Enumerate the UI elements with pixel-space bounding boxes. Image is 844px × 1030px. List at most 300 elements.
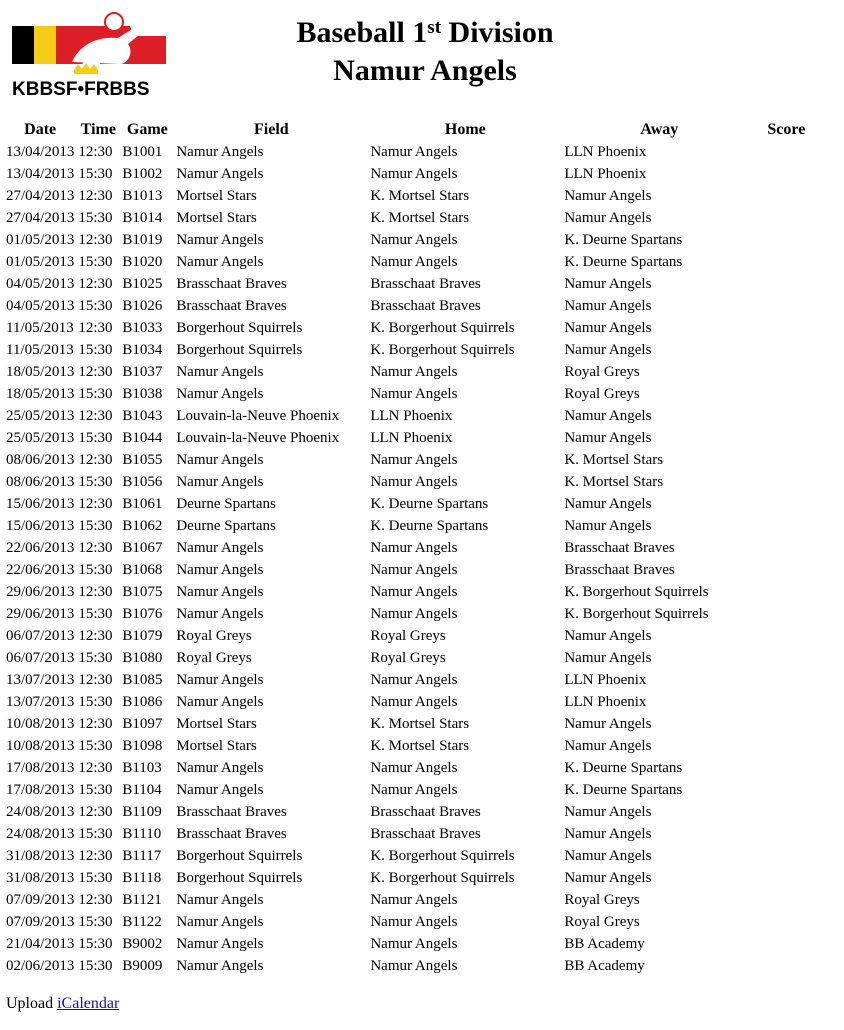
cell-game: B1038 xyxy=(122,385,163,402)
cell-home: Namur Angels xyxy=(370,473,458,490)
cell-home: Brasschaat Braves xyxy=(370,825,481,842)
cell-game: B1055 xyxy=(122,451,163,468)
logo-text: KBBSF•FRBBS xyxy=(12,79,150,100)
cell-date: 25/05/2013 xyxy=(6,407,75,424)
cell-date: 13/04/2013 xyxy=(6,165,75,182)
cell-home: K. Mortsel Stars xyxy=(370,737,470,754)
cell-away: Namur Angels xyxy=(564,429,652,446)
cell-game: B1118 xyxy=(122,869,162,886)
cell-time: 15:30 xyxy=(78,957,113,974)
cell-date: 25/05/2013 xyxy=(6,429,75,446)
table-row xyxy=(4,229,816,251)
cell-field: Namur Angels xyxy=(176,385,264,402)
cell-game: B1075 xyxy=(122,583,163,600)
cell-game: B1103 xyxy=(122,759,162,776)
cell-field: Namur Angels xyxy=(176,781,264,798)
cell-score xyxy=(756,669,816,691)
cell-field: Mortsel Stars xyxy=(176,737,257,754)
cell-score xyxy=(756,383,816,405)
cell-score xyxy=(756,603,816,625)
cell-home: Namur Angels xyxy=(370,385,458,402)
cell-field: Mortsel Stars xyxy=(176,209,257,226)
cell-date: 15/06/2013 xyxy=(6,517,75,534)
cell-away: Namur Angels xyxy=(564,297,652,314)
cell-field: Brasschaat Braves xyxy=(176,825,287,842)
cell-score xyxy=(756,823,816,845)
cell-home: Namur Angels xyxy=(370,759,458,776)
cell-away: Namur Angels xyxy=(564,869,652,886)
cell-date: 29/06/2013 xyxy=(6,605,75,622)
cell-score xyxy=(756,691,816,713)
cell-game: B1002 xyxy=(122,165,163,182)
cell-time: 12:30 xyxy=(78,363,113,380)
cell-score xyxy=(756,273,816,295)
cell-field: Namur Angels xyxy=(176,583,264,600)
cell-time: 12:30 xyxy=(78,231,113,248)
cell-game: B9009 xyxy=(122,957,163,974)
cell-game: B1019 xyxy=(122,231,163,248)
table-row xyxy=(4,801,816,823)
cell-home: Namur Angels xyxy=(370,451,458,468)
cell-time: 15:30 xyxy=(78,253,113,270)
cell-time: 15:30 xyxy=(78,429,113,446)
cell-score xyxy=(756,317,816,339)
cell-score xyxy=(756,559,816,581)
table-row xyxy=(4,471,816,493)
cell-away: K. Borgerhout Squirrels xyxy=(564,605,709,622)
cell-game: B1020 xyxy=(122,253,163,270)
table-row xyxy=(4,867,816,889)
cell-home: K. Mortsel Stars xyxy=(370,715,470,732)
cell-away: Royal Greys xyxy=(564,363,640,380)
cell-home: Namur Angels xyxy=(370,957,458,974)
cell-field: Brasschaat Braves xyxy=(176,275,287,292)
cell-away: LLN Phoenix xyxy=(564,143,647,160)
cell-field: Royal Greys xyxy=(176,627,252,644)
cell-away: BB Academy xyxy=(564,935,645,952)
cell-field: Namur Angels xyxy=(176,605,264,622)
cell-date: 01/05/2013 xyxy=(6,231,75,248)
cell-score xyxy=(756,779,816,801)
cell-away: Namur Angels xyxy=(564,209,652,226)
table-row xyxy=(4,493,816,515)
cell-game: B1098 xyxy=(122,737,163,754)
cell-time: 15:30 xyxy=(78,165,113,182)
table-row xyxy=(4,405,816,427)
cell-home: LLN Phoenix xyxy=(370,429,453,446)
header-time: Time xyxy=(80,121,116,138)
cell-game: B1025 xyxy=(122,275,163,292)
cell-game: B1097 xyxy=(122,715,163,732)
cell-home: Namur Angels xyxy=(370,363,458,380)
cell-date: 02/06/2013 xyxy=(6,957,75,974)
cell-home: Namur Angels xyxy=(370,935,458,952)
cell-time: 15:30 xyxy=(78,825,113,842)
cell-game: B1044 xyxy=(122,429,163,446)
table-row xyxy=(4,889,816,911)
cell-away: Namur Angels xyxy=(564,407,652,424)
cell-date: 11/05/2013 xyxy=(6,319,74,336)
cell-game: B1079 xyxy=(122,627,163,644)
cell-home: Namur Angels xyxy=(370,165,458,182)
cell-time: 15:30 xyxy=(78,341,113,358)
cell-date: 17/08/2013 xyxy=(6,759,75,776)
table-row xyxy=(4,295,816,317)
cell-time: 12:30 xyxy=(78,715,113,732)
cell-score xyxy=(756,229,816,251)
cell-score xyxy=(756,867,816,889)
table-row xyxy=(4,625,816,647)
cell-away: Namur Angels xyxy=(564,803,652,820)
title-superscript: st xyxy=(427,17,442,38)
table-row xyxy=(4,317,816,339)
table-row xyxy=(4,537,816,559)
cell-time: 15:30 xyxy=(78,693,113,710)
cell-field: Namur Angels xyxy=(176,671,264,688)
cell-field: Borgerhout Squirrels xyxy=(176,319,303,336)
cell-score xyxy=(756,625,816,647)
cell-field: Namur Angels xyxy=(176,143,264,160)
table-header-row xyxy=(4,119,816,141)
cell-away: Namur Angels xyxy=(564,275,652,292)
cell-score xyxy=(756,735,816,757)
cell-home: K. Borgerhout Squirrels xyxy=(370,869,515,886)
cell-home: K. Mortsel Stars xyxy=(370,209,470,226)
cell-score xyxy=(756,471,816,493)
cell-date: 24/08/2013 xyxy=(6,825,75,842)
cell-field: Mortsel Stars xyxy=(176,187,257,204)
cell-game: B1109 xyxy=(122,803,162,820)
cell-field: Namur Angels xyxy=(176,253,264,270)
cell-score xyxy=(756,295,816,317)
cell-date: 18/05/2013 xyxy=(6,385,75,402)
cell-score xyxy=(756,493,816,515)
cell-home: K. Borgerhout Squirrels xyxy=(370,847,515,864)
cell-time: 12:30 xyxy=(78,187,113,204)
cell-field: Brasschaat Braves xyxy=(176,803,287,820)
cell-date: 13/07/2013 xyxy=(6,693,75,710)
cell-game: B1043 xyxy=(122,407,163,424)
cell-game: B1001 xyxy=(122,143,163,160)
cell-field: Brasschaat Braves xyxy=(176,297,287,314)
header-field: Field xyxy=(254,121,289,138)
cell-home: Brasschaat Braves xyxy=(370,297,481,314)
table-row xyxy=(4,207,816,229)
cell-time: 12:30 xyxy=(78,671,113,688)
cell-time: 15:30 xyxy=(78,605,113,622)
cell-home: K. Mortsel Stars xyxy=(370,187,470,204)
cell-away: Namur Angels xyxy=(564,627,652,644)
cell-away: K. Deurne Spartans xyxy=(564,231,683,248)
cell-time: 15:30 xyxy=(78,781,113,798)
cell-time: 12:30 xyxy=(78,627,113,644)
table-row xyxy=(4,823,816,845)
cell-date: 07/09/2013 xyxy=(6,891,75,908)
upload-label: Upload xyxy=(6,995,58,1012)
cell-field: Namur Angels xyxy=(176,913,264,930)
cell-game: B1013 xyxy=(122,187,163,204)
table-row xyxy=(4,559,816,581)
table-row xyxy=(4,845,816,867)
cell-home: Namur Angels xyxy=(370,231,458,248)
cell-date: 01/05/2013 xyxy=(6,253,75,270)
table-row xyxy=(4,955,816,977)
cell-score xyxy=(756,933,816,955)
cell-time: 12:30 xyxy=(78,847,113,864)
cell-game: B1033 xyxy=(122,319,163,336)
cell-field: Deurne Spartans xyxy=(176,495,276,512)
cell-date: 22/06/2013 xyxy=(6,561,75,578)
cell-home: LLN Phoenix xyxy=(370,407,453,424)
header-date: Date xyxy=(24,121,57,138)
cell-field: Mortsel Stars xyxy=(176,715,257,732)
cell-home: Namur Angels xyxy=(370,561,458,578)
cell-score xyxy=(756,537,816,559)
table-row xyxy=(4,383,816,405)
page-title-line2: Namur Angels xyxy=(333,54,517,87)
table-row xyxy=(4,603,816,625)
cell-date: 07/09/2013 xyxy=(6,913,75,930)
cell-away: Namur Angels xyxy=(564,341,652,358)
cell-game: B1080 xyxy=(122,649,163,666)
cell-game: B1061 xyxy=(122,495,163,512)
cell-time: 15:30 xyxy=(78,385,113,402)
cell-time: 15:30 xyxy=(78,913,113,930)
cell-away: LLN Phoenix xyxy=(564,693,647,710)
cell-field: Namur Angels xyxy=(176,891,264,908)
table-row xyxy=(4,647,816,669)
cell-time: 15:30 xyxy=(78,517,113,534)
cell-score xyxy=(756,163,816,185)
cell-time: 15:30 xyxy=(78,209,113,226)
cell-home: Brasschaat Braves xyxy=(370,275,481,292)
header-away: Away xyxy=(640,121,679,138)
cell-score xyxy=(756,207,816,229)
cell-away: Namur Angels xyxy=(564,715,652,732)
cell-date: 17/08/2013 xyxy=(6,781,75,798)
cell-away: K. Mortsel Stars xyxy=(564,451,664,468)
cell-date: 06/07/2013 xyxy=(6,649,75,666)
cell-score xyxy=(756,845,816,867)
cell-date: 08/06/2013 xyxy=(6,451,75,468)
cell-game: B1056 xyxy=(122,473,163,490)
schedule-body xyxy=(4,141,816,977)
cell-away: Royal Greys xyxy=(564,913,640,930)
cell-date: 08/06/2013 xyxy=(6,473,75,490)
cell-time: 12:30 xyxy=(78,451,113,468)
cell-game: B9002 xyxy=(122,935,163,952)
cell-date: 10/08/2013 xyxy=(6,715,75,732)
cell-away: K. Deurne Spartans xyxy=(564,781,683,798)
cell-away: K. Deurne Spartans xyxy=(564,759,683,776)
cell-time: 15:30 xyxy=(78,935,113,952)
cell-time: 12:30 xyxy=(78,803,113,820)
cell-away: LLN Phoenix xyxy=(564,671,647,688)
cell-score xyxy=(756,911,816,933)
cell-field: Namur Angels xyxy=(176,759,264,776)
cell-time: 15:30 xyxy=(78,561,113,578)
page-header xyxy=(0,0,844,112)
cell-date: 31/08/2013 xyxy=(6,847,75,864)
cell-away: K. Borgerhout Squirrels xyxy=(564,583,709,600)
cell-date: 24/08/2013 xyxy=(6,803,75,820)
cell-date: 13/04/2013 xyxy=(6,143,75,160)
cell-time: 12:30 xyxy=(78,891,113,908)
table-row xyxy=(4,141,816,163)
table-row xyxy=(4,163,816,185)
cell-home: Namur Angels xyxy=(370,539,458,556)
cell-field: Namur Angels xyxy=(176,165,264,182)
table-row xyxy=(4,735,816,757)
cell-score xyxy=(756,405,816,427)
table-row xyxy=(4,757,816,779)
cell-away: Namur Angels xyxy=(564,495,652,512)
cell-game: B1014 xyxy=(122,209,163,226)
table-row xyxy=(4,911,816,933)
cell-date: 27/04/2013 xyxy=(6,209,75,226)
header-home: Home xyxy=(444,121,486,138)
cell-time: 12:30 xyxy=(78,539,113,556)
cell-home: Namur Angels xyxy=(370,253,458,270)
cell-home: Brasschaat Braves xyxy=(370,803,481,820)
cell-time: 12:30 xyxy=(78,143,113,160)
cell-score xyxy=(756,251,816,273)
cell-away: Brasschaat Braves xyxy=(564,539,675,556)
cell-date: 13/07/2013 xyxy=(6,671,75,688)
cell-away: Namur Angels xyxy=(564,737,652,754)
cell-score xyxy=(756,955,816,977)
cell-field: Namur Angels xyxy=(176,451,264,468)
cell-away: Namur Angels xyxy=(564,847,652,864)
cell-date: 15/06/2013 xyxy=(6,495,75,512)
cell-time: 15:30 xyxy=(78,297,113,314)
page-title-line1 xyxy=(250,15,600,51)
cell-date: 22/06/2013 xyxy=(6,539,75,556)
cell-away: LLN Phoenix xyxy=(564,165,647,182)
cell-away: Namur Angels xyxy=(564,319,652,336)
cell-home: K. Deurne Spartans xyxy=(370,495,489,512)
table-row xyxy=(4,449,816,471)
title-main: Baseball 1 xyxy=(296,16,428,49)
cell-field: Namur Angels xyxy=(176,561,264,578)
cell-away: BB Academy xyxy=(564,957,645,974)
schedule-table xyxy=(4,119,816,977)
cell-field: Namur Angels xyxy=(176,935,264,952)
kbbsf-frbbs-logo xyxy=(10,8,170,100)
cell-game: B1062 xyxy=(122,517,163,534)
cell-time: 15:30 xyxy=(78,649,113,666)
logo-graphic xyxy=(10,8,170,100)
cell-date: 31/08/2013 xyxy=(6,869,75,886)
cell-time: 12:30 xyxy=(78,319,113,336)
table-row xyxy=(4,933,816,955)
table-row xyxy=(4,427,816,449)
table-row xyxy=(4,361,816,383)
cell-game: B1026 xyxy=(122,297,163,314)
cell-time: 12:30 xyxy=(78,495,113,512)
cell-time: 12:30 xyxy=(78,407,113,424)
table-row xyxy=(4,515,816,537)
cell-home: Royal Greys xyxy=(370,649,446,666)
cell-game: B1122 xyxy=(122,913,162,930)
cell-away: Namur Angels xyxy=(564,517,652,534)
cell-field: Louvain-la-Neuve Phoenix xyxy=(176,407,340,424)
footer xyxy=(6,995,119,1013)
cell-field: Royal Greys xyxy=(176,649,252,666)
header-score: Score xyxy=(767,121,806,138)
cell-time: 12:30 xyxy=(78,275,113,292)
icalendar-link[interactable]: iCalendar xyxy=(57,995,120,1012)
cell-game: B1037 xyxy=(122,363,163,380)
cell-away: K. Deurne Spartans xyxy=(564,253,683,270)
cell-score xyxy=(756,515,816,537)
cell-game: B1034 xyxy=(122,341,163,358)
cell-score xyxy=(756,427,816,449)
table-row xyxy=(4,251,816,273)
cell-score xyxy=(756,339,816,361)
cell-field: Borgerhout Squirrels xyxy=(176,869,303,886)
cell-score xyxy=(756,757,816,779)
cell-home: Namur Angels xyxy=(370,671,458,688)
cell-game: B1076 xyxy=(122,605,163,622)
cell-score xyxy=(756,713,816,735)
cell-game: B1110 xyxy=(122,825,162,842)
table-row xyxy=(4,185,816,207)
cell-date: 29/06/2013 xyxy=(6,583,75,600)
cell-game: B1117 xyxy=(122,847,162,864)
title-tail: Division xyxy=(441,16,554,49)
cell-game: B1121 xyxy=(122,891,162,908)
cell-score xyxy=(756,889,816,911)
cell-score xyxy=(756,141,816,163)
cell-score xyxy=(756,581,816,603)
cell-game: B1068 xyxy=(122,561,163,578)
table-row xyxy=(4,339,816,361)
cell-score xyxy=(756,449,816,471)
cell-date: 27/04/2013 xyxy=(6,187,75,204)
cell-score xyxy=(756,361,816,383)
cell-field: Namur Angels xyxy=(176,231,264,248)
cell-score xyxy=(756,801,816,823)
cell-field: Borgerhout Squirrels xyxy=(176,847,303,864)
cell-game: B1104 xyxy=(122,781,162,798)
table-row xyxy=(4,581,816,603)
cell-home: Royal Greys xyxy=(370,627,446,644)
cell-field: Borgerhout Squirrels xyxy=(176,341,303,358)
header-game: Game xyxy=(126,121,168,138)
cell-game: B1067 xyxy=(122,539,163,556)
cell-away: Namur Angels xyxy=(564,187,652,204)
cell-date: 18/05/2013 xyxy=(6,363,75,380)
cell-game: B1086 xyxy=(122,693,163,710)
cell-time: 12:30 xyxy=(78,759,113,776)
cell-home: Namur Angels xyxy=(370,583,458,600)
cell-home: Namur Angels xyxy=(370,913,458,930)
cell-date: 04/05/2013 xyxy=(6,275,75,292)
cell-field: Namur Angels xyxy=(176,957,264,974)
table-row xyxy=(4,669,816,691)
cell-score xyxy=(756,185,816,207)
cell-time: 15:30 xyxy=(78,869,113,886)
cell-home: Namur Angels xyxy=(370,605,458,622)
cell-away: Royal Greys xyxy=(564,385,640,402)
cell-away: Royal Greys xyxy=(564,891,640,908)
cell-time: 12:30 xyxy=(78,583,113,600)
cell-date: 10/08/2013 xyxy=(6,737,75,754)
cell-time: 15:30 xyxy=(78,737,113,754)
cell-home: K. Borgerhout Squirrels xyxy=(370,319,515,336)
cell-field: Deurne Spartans xyxy=(176,517,276,534)
